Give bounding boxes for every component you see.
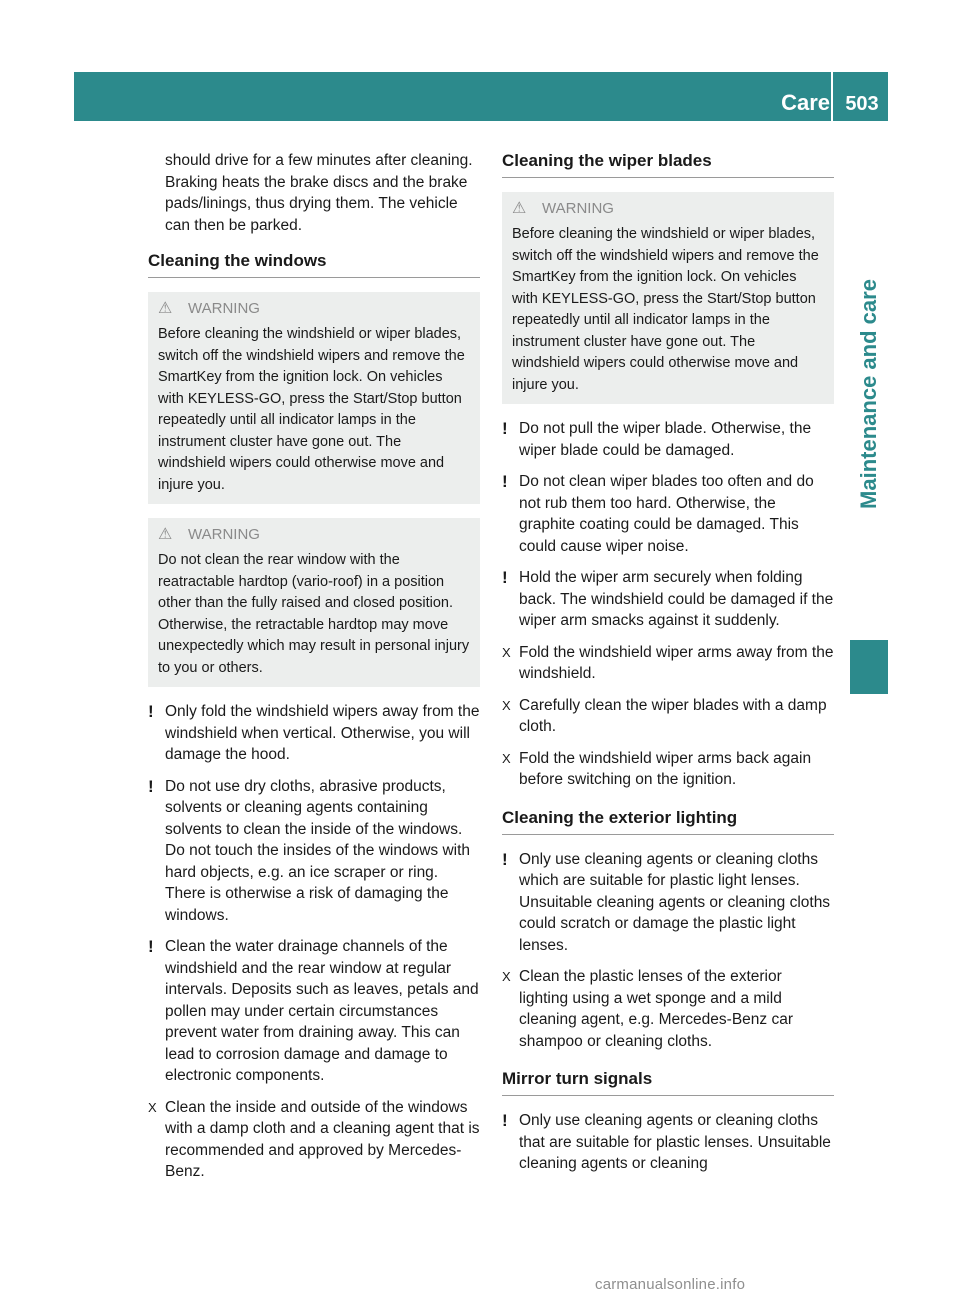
note-text: Hold the wiper arm securely when folding back. The windshield could be damaged if the wiper arm smacks against it suddenly. — [519, 569, 834, 629]
side-tab-label: Maintenance and care — [856, 279, 881, 509]
warning-triangle-icon: ⚠ — [512, 200, 527, 217]
note-text: Only use cleaning agents or cleaning cloths which are suitable for plastic light lenses. Unsuitable cleaning agents or cleaning cloths could scratch or damage the plastic light lenses. — [519, 850, 831, 954]
warning-label: WARNING — [542, 200, 614, 217]
page-number: 503 — [845, 93, 879, 115]
warning-box — [148, 518, 480, 687]
right-column — [502, 150, 834, 1185]
warning-label: WARNING — [188, 300, 260, 317]
note-item — [502, 471, 834, 557]
heading-cleaning-windows: Cleaning the windows — [148, 250, 480, 278]
exclamation-icon: ! — [148, 776, 154, 796]
step-text: Fold the windshield wiper arms away from the windshield. — [519, 643, 834, 682]
warning-triangle-icon: ⚠ — [158, 526, 173, 543]
note-item — [502, 567, 834, 632]
warning-text: Before cleaning the windshield or wiper blades, switch off the windshield wipers and remove the SmartKey from the ignition lock. On vehicles with KEYLESS-GO, press the Start/Stop button repeatedly until all indicator lamps in the instrument cluster have gone out. The windshield wipers could otherwise move and injure you. — [512, 226, 819, 393]
step-item — [148, 1097, 480, 1183]
exclamation-icon: ! — [502, 568, 508, 587]
step-text: Fold the windshield wiper arms back again before switching on the ignition. — [519, 749, 812, 788]
exclamation-icon: ! — [148, 937, 154, 956]
left-column — [148, 150, 480, 1193]
step-arrow-icon: X — [502, 750, 511, 766]
note-text: Clean the water drainage channels of the windshield and the rear window at regular intervals. Deposits such as leaves, petals and pollen may under certain circumstances prevent water from draining away. This can lead to corrosion damage and damage to electronic components. — [165, 938, 479, 1084]
note-item — [148, 776, 480, 927]
warning-triangle-icon: ⚠ — [158, 300, 173, 317]
heading-cleaning-exterior-lighting: Cleaning the exterior lighting — [502, 807, 834, 835]
warning-text: Do not clean the rear window with the reatractable hardtop (vario-roof) in a position other than the fully raised and closed position. Otherwise, the retractable hardtop may move unexpectedly which may result in personal injury to you or others. — [158, 552, 470, 676]
warning-box — [148, 292, 480, 504]
step-item — [502, 966, 834, 1052]
step-arrow-icon: X — [148, 1099, 157, 1115]
step-item — [502, 748, 834, 791]
step-arrow-icon: X — [502, 969, 511, 984]
note-text: Do not use dry cloths, abrasive products, solvents or cleaning agents containing solvents to clean the inside of the windows. Do not touch the insides of the windows with hard objects, e.g. an ice scraper or ring. There is otherwise a risk of damaging the windows. — [165, 777, 471, 924]
step-item — [502, 695, 834, 738]
header-divider — [831, 72, 833, 121]
note-text: Only fold the windshield wipers away from the windshield when vertical. Otherwise, you will damage the hood. — [165, 703, 480, 763]
side-tab-block — [850, 640, 888, 694]
note-item — [148, 936, 480, 1087]
step-text: Carefully clean the wiper blades with a damp cloth. — [519, 696, 827, 735]
note-text: Only use cleaning agents or cleaning cloths that are suitable for plastic lenses. Unsuitable cleaning agents or cleaning — [519, 1112, 831, 1172]
step-text: Clean the plastic lenses of the exterior lighting using a wet sponge and a mild cleaning agent, e.g. Mercedes-Benz car shampoo or cleaning cloths. — [519, 968, 793, 1050]
intro-paragraph: should drive for a few minutes after cleaning. Braking heats the brake discs and the brake pads/linings, thus drying them. The vehicle can then be parked. — [165, 152, 473, 234]
exclamation-icon: ! — [148, 702, 154, 721]
note-item — [502, 1110, 834, 1175]
note-item — [502, 849, 834, 957]
note-item — [502, 418, 834, 461]
exclamation-icon: ! — [502, 849, 508, 869]
heading-mirror-turn-signals: Mirror turn signals — [502, 1068, 834, 1096]
note-text: Do not pull the wiper blade. Otherwise, the wiper blade could be damaged. — [519, 420, 812, 459]
heading-cleaning-wiper-blades: Cleaning the wiper blades — [502, 150, 834, 178]
note-item — [148, 701, 480, 766]
step-item — [502, 642, 834, 685]
exclamation-icon: ! — [502, 472, 508, 491]
step-arrow-icon: X — [502, 644, 511, 660]
warning-box — [502, 192, 834, 404]
note-text: Do not clean wiper blades too often and do not rub them too hard. Otherwise, the graphite coating could be damaged. This could cause wiper noise. — [519, 473, 814, 555]
section-title: Care — [781, 90, 830, 115]
step-text: Clean the inside and outside of the windows with a damp cloth and a cleaning agent that is recommended and approved by Mercedes-Benz. — [165, 1098, 480, 1180]
warning-label: WARNING — [188, 526, 260, 543]
step-arrow-icon: X — [502, 697, 511, 713]
watermark: carmanualsonline.info — [595, 1276, 746, 1293]
exclamation-icon: ! — [502, 1111, 508, 1130]
exclamation-icon: ! — [502, 419, 508, 438]
warning-text: Before cleaning the windshield or wiper blades, switch off the windshield wipers and remove the SmartKey from the ignition lock. On vehicles with KEYLESS-GO, press the Start/Stop button repeatedly until all indicator lamps in the instrument cluster have gone out. The windshield wipers could otherwise move and injure you. — [158, 326, 465, 493]
